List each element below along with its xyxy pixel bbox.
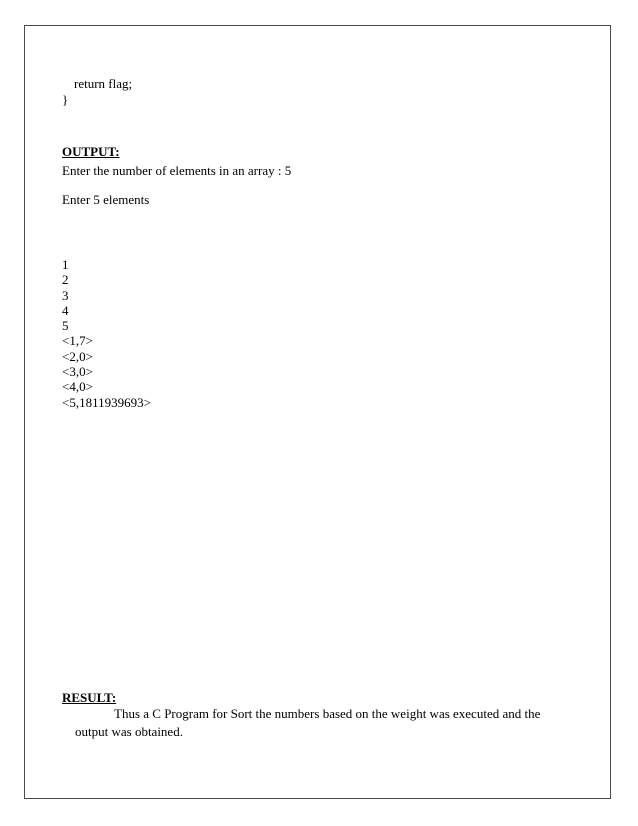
output-line: 4 xyxy=(62,302,69,318)
output-line: 3 xyxy=(62,287,69,303)
output-line: <1,7> xyxy=(62,333,93,349)
output-line: <5,1811939693> xyxy=(62,394,151,410)
output-line: 1 xyxy=(62,257,69,272)
result-body: Thus a C Program for Sort the numbers based on the weight was executed and the output was obtained. xyxy=(75,706,541,739)
output-heading: OUTPUT: xyxy=(62,144,120,159)
output-line: <3,0> xyxy=(62,364,93,380)
output-line: 5 xyxy=(62,318,69,334)
output-line: <2,0> xyxy=(62,348,93,364)
output-lines xyxy=(62,257,151,410)
page-border xyxy=(24,25,611,799)
result-heading: RESULT: xyxy=(62,690,117,705)
output-line: <4,0> xyxy=(62,379,93,395)
code-closing-brace: } xyxy=(62,92,69,107)
output-elements-prompt: Enter 5 elements xyxy=(62,192,150,207)
output-prompt: Enter the number of elements in an array : 5 xyxy=(62,163,292,178)
output-line: 2 xyxy=(62,272,69,288)
code-return-line: return flag; xyxy=(74,76,133,91)
